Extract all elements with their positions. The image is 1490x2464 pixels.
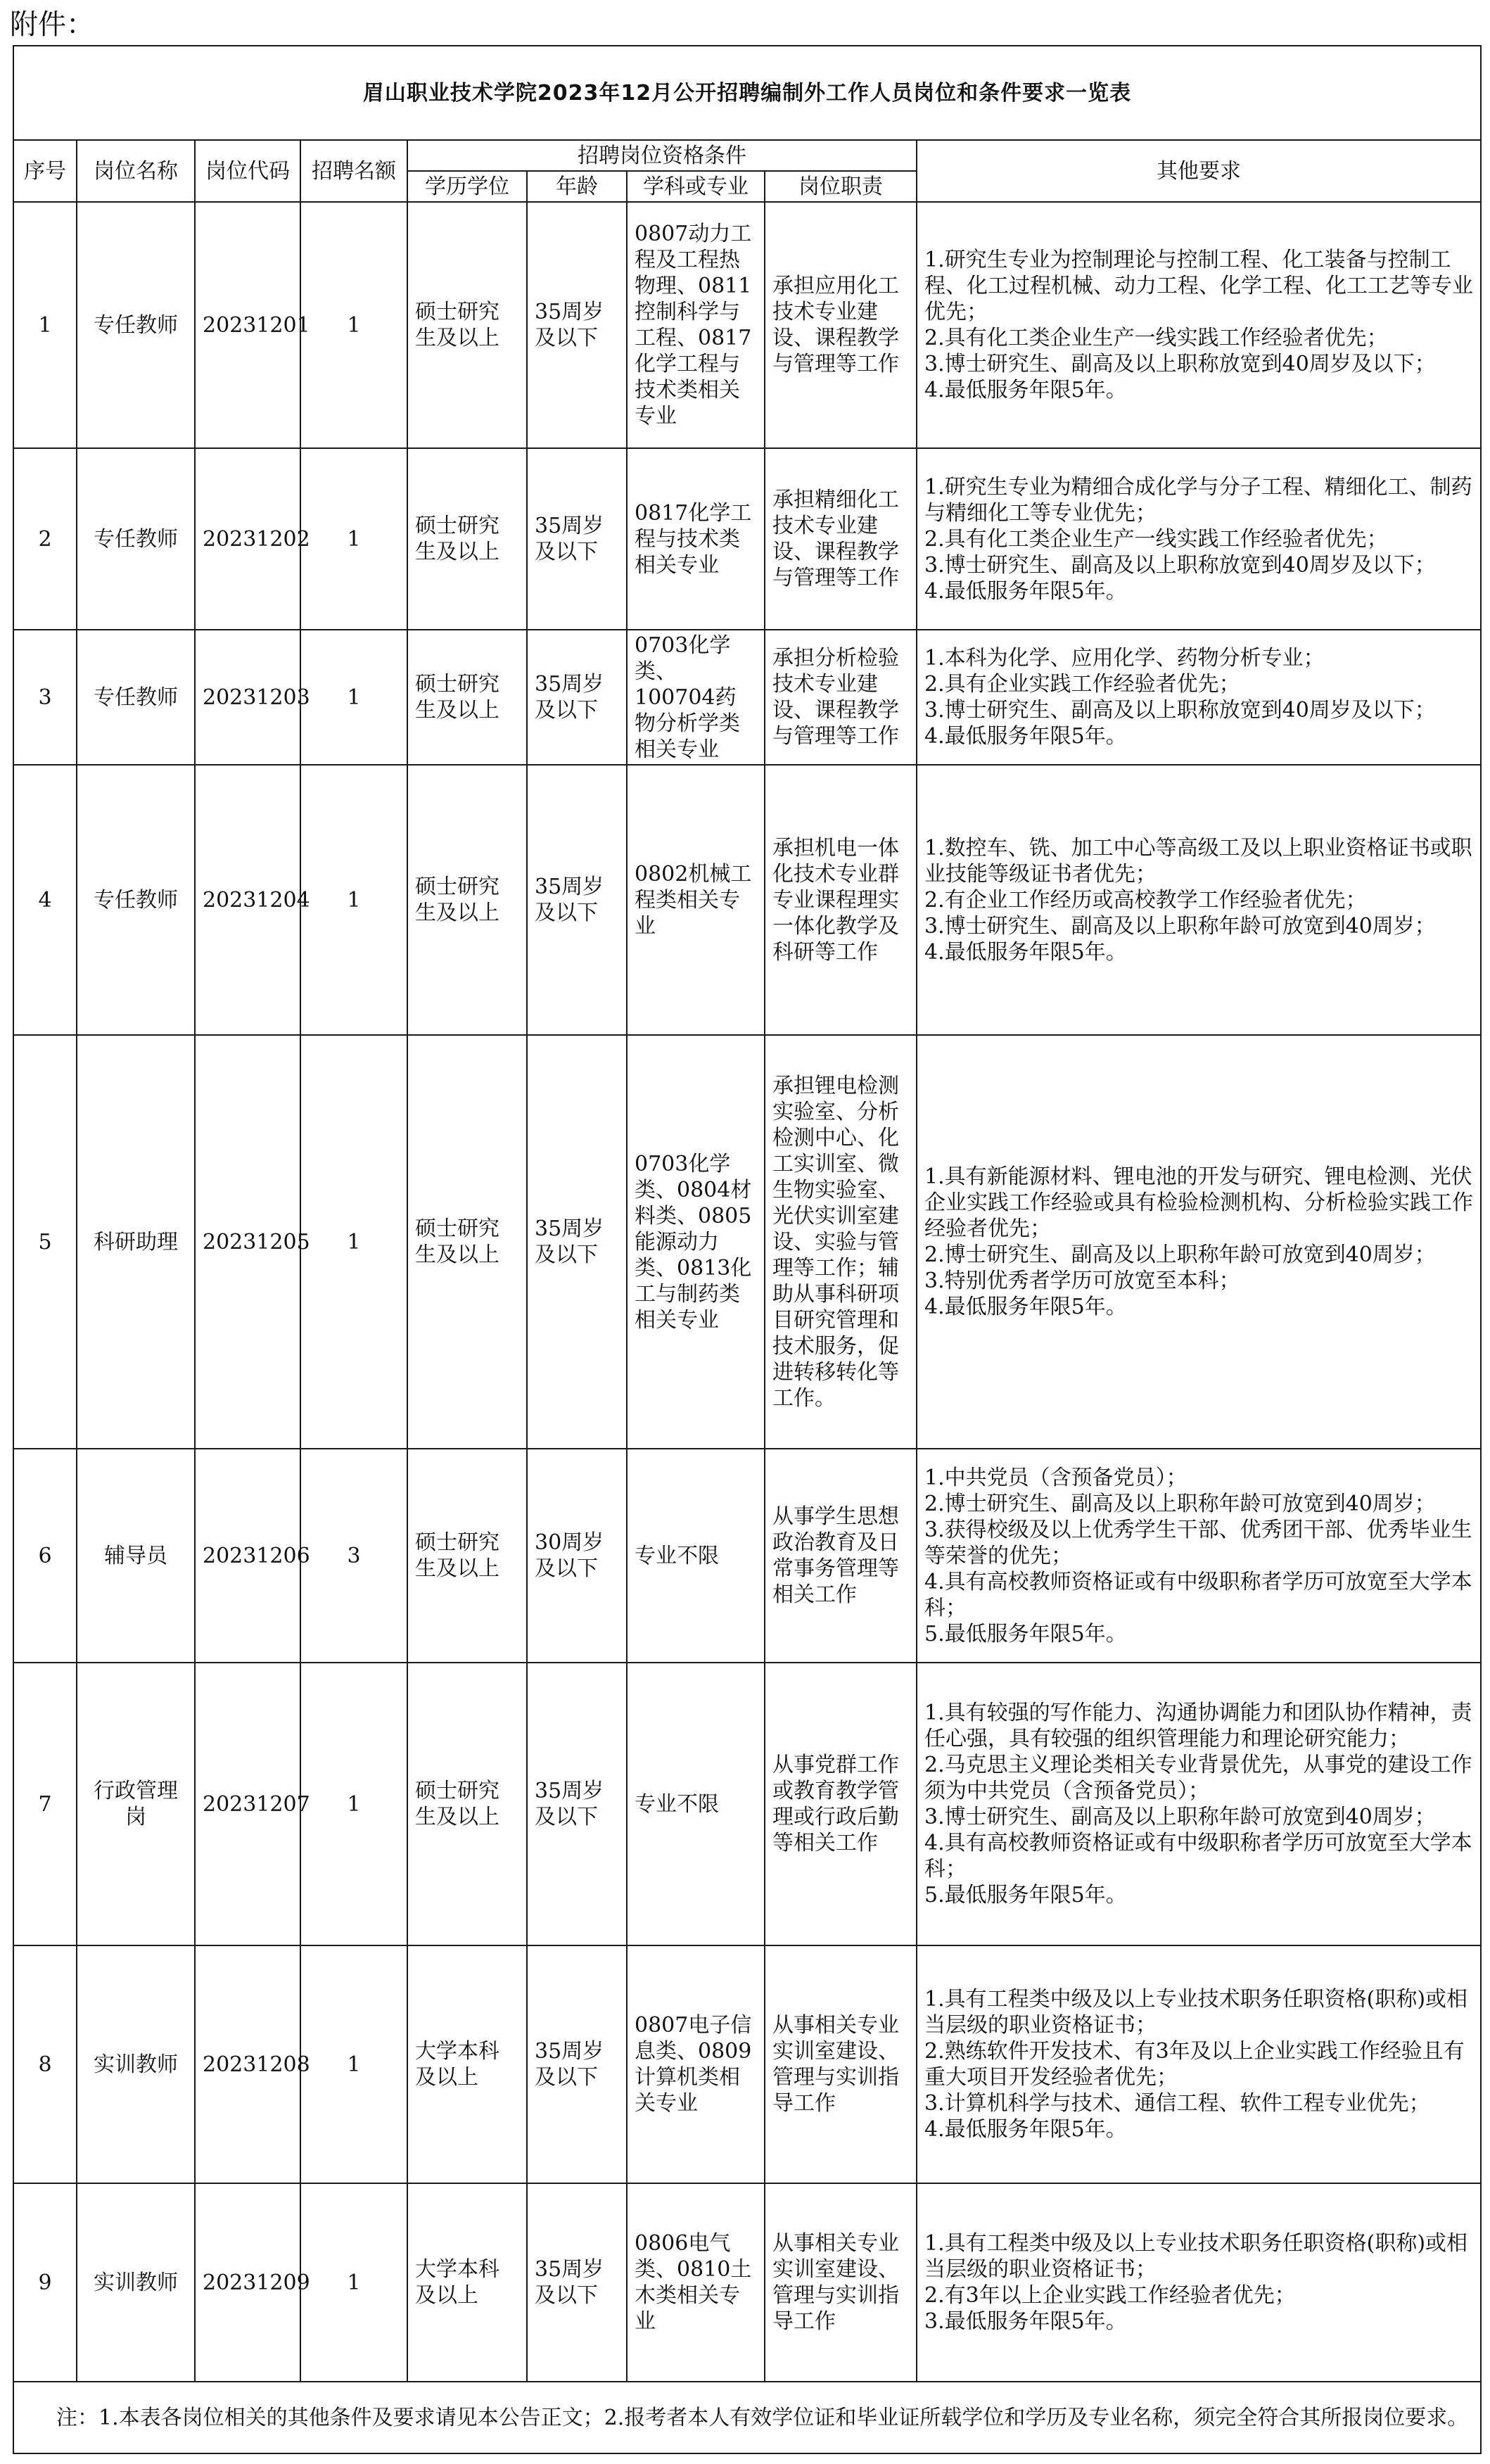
requirement-line: 2.有3年以上企业实践工作经验者优先； xyxy=(924,2283,1296,2308)
requirement-line: 2.熟练软件开发技术、有3年及以上企业实践工作经验且有重大项目开发经验者优先； xyxy=(924,2039,1465,2090)
table-row xyxy=(13,765,1481,1035)
requirement-line: 2.具有化工类企业生产一线实践工作经验者优先； xyxy=(924,526,1388,552)
row-other-requirements xyxy=(917,1035,1481,1449)
row-duty: 从事相关专业实训室建设、管理与实训指导工作 xyxy=(765,2183,917,2382)
row-seq: 4 xyxy=(13,765,77,1035)
row-quota: 3 xyxy=(300,1449,407,1663)
note-row xyxy=(13,2382,1481,2453)
row-position-code: 20231202 xyxy=(195,448,300,630)
row-quota: 1 xyxy=(300,448,407,630)
row-other-requirements xyxy=(917,202,1481,448)
row-education: 硕士研究生及以上 xyxy=(407,448,527,630)
row-seq: 3 xyxy=(13,630,77,765)
requirement-line: 3.获得校级及以上优秀学生干部、优秀团干部、优秀毕业生等荣誉的优先； xyxy=(924,1517,1472,1568)
footnote-cell xyxy=(13,2382,1481,2453)
row-position-code: 20231204 xyxy=(195,765,300,1035)
row-position-code: 20231209 xyxy=(195,2183,300,2382)
row-seq: 6 xyxy=(13,1449,77,1663)
row-other-requirements xyxy=(917,448,1481,630)
row-education: 硕士研究生及以上 xyxy=(407,1663,527,1945)
row-age: 35周岁及以下 xyxy=(527,448,627,630)
requirement-line: 1.研究生专业为精细合成化学与分子工程、精细化工、制药与精细化工等专业优先； xyxy=(924,474,1472,526)
requirement-line: 3.博士研究生、副高及以上职称年龄可放宽到40周岁； xyxy=(924,1805,1436,1829)
requirement-line: 1.具有工程类中级及以上专业技术职务任职资格(职称)或相当层级的职业资格证书； xyxy=(924,1987,1468,2038)
requirement-line: 1.研究生专业为控制理论与控制工程、化工装备与控制工程、化工过程机械、动力工程、化学工程、化工工艺等专业优先； xyxy=(924,248,1473,324)
row-position-name: 行政管理岗 xyxy=(77,1663,195,1945)
row-age: 35周岁及以下 xyxy=(527,765,627,1035)
requirement-line: 1.具有工程类中级及以上专业技术职务任职资格(职称)或相当层级的职业资格证书； xyxy=(924,2231,1468,2282)
row-position-name: 辅导员 xyxy=(77,1449,195,1663)
requirement-line: 5.最低服务年限5年。 xyxy=(924,1883,1127,1907)
requirement-line: 3.博士研究生、副高及以上职称放宽到40周岁及以下； xyxy=(924,352,1436,376)
table-row xyxy=(13,1945,1481,2183)
header-age: 年龄 xyxy=(527,171,627,202)
row-duty: 承担机电一体化技术专业群专业课程理实一体化教学及科研等工作 xyxy=(765,765,917,1035)
requirement-line: 4.最低服务年限5年。 xyxy=(924,2117,1127,2142)
requirement-line: 3.博士研究生、副高及以上职称放宽到40周岁及以下； xyxy=(924,552,1436,578)
header-other: 其他要求 xyxy=(917,140,1481,202)
row-education: 硕士研究生及以上 xyxy=(407,765,527,1035)
row-position-name: 科研助理 xyxy=(77,1035,195,1449)
row-age: 35周岁及以下 xyxy=(527,1663,627,1945)
row-seq: 9 xyxy=(13,2183,77,2382)
row-quota: 1 xyxy=(300,202,407,448)
row-quota: 1 xyxy=(300,2183,407,2382)
table-row xyxy=(13,448,1481,630)
requirement-line: 3.博士研究生、副高及以上职称年龄可放宽到40周岁； xyxy=(924,913,1436,939)
row-duty: 承担精细化工技术专业建设、课程教学与管理等工作 xyxy=(765,448,917,630)
row-education: 硕士研究生及以上 xyxy=(407,1449,527,1663)
requirement-line: 2.马克思主义理论类相关专业背景优先，从事党的建设工作须为中共党员（含预备党员）； xyxy=(924,1753,1472,1803)
row-quota: 1 xyxy=(300,1663,407,1945)
row-age: 35周岁及以下 xyxy=(527,2183,627,2382)
row-position-code: 20231206 xyxy=(195,1449,300,1663)
page-title: 眉山职业技术学院2023年12月公开招聘编制外工作人员岗位和条件要求一览表 xyxy=(13,46,1481,140)
row-other-requirements xyxy=(917,765,1481,1035)
row-position-code: 20231208 xyxy=(195,1945,300,2183)
requirement-line: 4.最低服务年限5年。 xyxy=(924,578,1127,604)
row-education: 硕士研究生及以上 xyxy=(407,202,527,448)
requirement-line: 2.有企业工作经历或高校教学工作经验者优先； xyxy=(924,887,1367,913)
row-major: 0806电气类、0810土木类相关专业 xyxy=(627,2183,765,2382)
row-position-code: 20231201 xyxy=(195,202,300,448)
row-seq: 8 xyxy=(13,1945,77,2183)
table-row xyxy=(13,2183,1481,2382)
attachment-label: 附件： xyxy=(10,8,94,41)
row-position-name: 专任教师 xyxy=(77,630,195,765)
row-position-name: 实训教师 xyxy=(77,1945,195,2183)
row-duty: 承担锂电检测实验室、分析检测中心、化工实训室、微生物实验室、光伏实训室建设、实验与管理等工作；辅助从事科研项目研究管理和技术服务，促进转移转化等工作。 xyxy=(765,1035,917,1449)
row-other-requirements xyxy=(917,2183,1481,2382)
row-position-name: 专任教师 xyxy=(77,765,195,1035)
row-age: 30周岁及以下 xyxy=(527,1449,627,1663)
table-row xyxy=(13,202,1481,448)
row-duty: 从事相关专业实训室建设、管理与实训指导工作 xyxy=(765,1945,917,2183)
header-position-code: 岗位代码 xyxy=(195,140,300,202)
requirement-line: 1.具有较强的写作能力、沟通协调能力和团队协作精神，责任心强，具有较强的组织管理能力和理论研究能力； xyxy=(924,1701,1472,1751)
table-row xyxy=(13,1663,1481,1945)
row-position-code: 20231207 xyxy=(195,1663,300,1945)
row-position-code: 20231205 xyxy=(195,1035,300,1449)
table-row xyxy=(13,630,1481,765)
title-row xyxy=(13,46,1481,140)
row-duty: 承担应用化工技术专业建设、课程教学与管理等工作 xyxy=(765,202,917,448)
row-age: 35周岁及以下 xyxy=(527,630,627,765)
row-position-name: 实训教师 xyxy=(77,2183,195,2382)
requirement-line: 2.具有企业实践工作经验者优先； xyxy=(924,672,1240,697)
row-seq: 5 xyxy=(13,1035,77,1449)
header-education: 学历学位 xyxy=(407,171,527,202)
row-education: 硕士研究生及以上 xyxy=(407,1035,527,1449)
requirement-line: 4.最低服务年限5年。 xyxy=(924,1295,1127,1319)
row-major: 0817化学工程与技术类相关专业 xyxy=(627,448,765,630)
header-conditions-group: 招聘岗位资格条件 xyxy=(407,140,917,171)
row-position-name: 专任教师 xyxy=(77,202,195,448)
requirement-line: 1.具有新能源材料、锂电池的开发与研究、锂电检测、光伏企业实践工作经验或具有检验检测机构、分析检验实践工作经验者优先； xyxy=(924,1164,1473,1241)
requirement-line: 1.数控车、铣、加工中心等高级工及以上职业资格证书或职业技能等级证书者优先； xyxy=(924,835,1472,887)
row-major: 0703化学类、0804材料类、0805能源动力类、0813化工与制药类相关专业 xyxy=(627,1035,765,1449)
row-age: 35周岁及以下 xyxy=(527,202,627,448)
requirement-line: 4.最低服务年限5年。 xyxy=(924,939,1127,965)
row-other-requirements xyxy=(917,630,1481,765)
row-quota: 1 xyxy=(300,1945,407,2183)
row-major: 0703化学类、100704药物分析学类相关专业 xyxy=(627,630,765,765)
row-education: 硕士研究生及以上 xyxy=(407,630,527,765)
header-row-1 xyxy=(13,140,1481,171)
requirement-line: 2.博士研究生、副高及以上职称年龄可放宽到40周岁； xyxy=(924,1491,1436,1516)
row-age: 35周岁及以下 xyxy=(527,1035,627,1449)
row-duty: 从事学生思想政治教育及日常事务管理等相关工作 xyxy=(765,1449,917,1663)
row-age: 35周岁及以下 xyxy=(527,1945,627,2183)
header-quota: 招聘名额 xyxy=(300,140,407,202)
requirement-line: 2.博士研究生、副高及以上职称年龄可放宽到40周岁； xyxy=(924,1243,1436,1267)
row-seq: 7 xyxy=(13,1663,77,1945)
requirement-line: 3.最低服务年限5年。 xyxy=(924,2309,1127,2334)
row-quota: 1 xyxy=(300,1035,407,1449)
row-duty: 承担分析检验技术专业建设、课程教学与管理等工作 xyxy=(765,630,917,765)
requirement-line: 2.具有化工类企业生产一线实践工作经验者优先； xyxy=(924,326,1388,350)
requirement-line: 4.最低服务年限5年。 xyxy=(924,378,1127,402)
requirement-line: 4.具有高校教师资格证或有中级职称者学历可放宽至大学本科； xyxy=(924,1831,1472,1881)
header-major: 学科或专业 xyxy=(627,171,765,202)
table-row xyxy=(13,1035,1481,1449)
requirement-line: 4.具有高校教师资格证或有中级职称者学历可放宽至大学本科； xyxy=(924,1569,1472,1620)
requirement-line: 5.最低服务年限5年。 xyxy=(924,1621,1127,1646)
table-row xyxy=(13,1449,1481,1663)
row-major: 专业不限 xyxy=(627,1663,765,1945)
row-education: 大学本科及以上 xyxy=(407,2183,527,2382)
requirement-line: 3.特别优秀者学历可放宽至本科； xyxy=(924,1269,1240,1293)
row-quota: 1 xyxy=(300,765,407,1035)
requirement-line: 1.中共党员（含预备党员）； xyxy=(924,1465,1187,1490)
row-position-name: 专任教师 xyxy=(77,448,195,630)
row-other-requirements xyxy=(917,1449,1481,1663)
row-other-requirements xyxy=(917,1663,1481,1945)
requirement-line: 4.最低服务年限5年。 xyxy=(924,724,1127,749)
row-seq: 1 xyxy=(13,202,77,448)
row-duty: 从事党群工作或教育教学管理或行政后勤等相关工作 xyxy=(765,1663,917,1945)
header-duty: 岗位职责 xyxy=(765,171,917,202)
row-major: 专业不限 xyxy=(627,1449,765,1663)
row-major: 0807电子信息类、0809计算机类相关专业 xyxy=(627,1945,765,2183)
header-position-name: 岗位名称 xyxy=(77,140,195,202)
recruitment-table xyxy=(13,45,1482,2454)
row-education: 大学本科及以上 xyxy=(407,1945,527,2183)
header-seq: 序号 xyxy=(13,140,77,202)
footnote-text: 注：1.本表各岗位相关的其他条件及要求请见本公告正文；2.报考者本人有效学位证和毕业证所载学位和学历及专业名称，须完全符合其所报岗位要求。 xyxy=(56,2405,1469,2430)
row-seq: 2 xyxy=(13,448,77,630)
row-major: 0807动力工程及工程热物理、0811控制科学与工程、0817化学工程与技术类相关专业 xyxy=(627,202,765,448)
requirement-line: 3.计算机科学与技术、通信工程、软件工程专业优先； xyxy=(924,2091,1430,2116)
row-position-code: 20231203 xyxy=(195,630,300,765)
requirement-line: 1.本科为化学、应用化学、药物分析专业； xyxy=(924,646,1325,671)
row-quota: 1 xyxy=(300,630,407,765)
row-major: 0802机械工程类相关专业 xyxy=(627,765,765,1035)
row-other-requirements xyxy=(917,1945,1481,2183)
requirement-line: 3.博士研究生、副高及以上职称放宽到40周岁及以下； xyxy=(924,698,1436,723)
